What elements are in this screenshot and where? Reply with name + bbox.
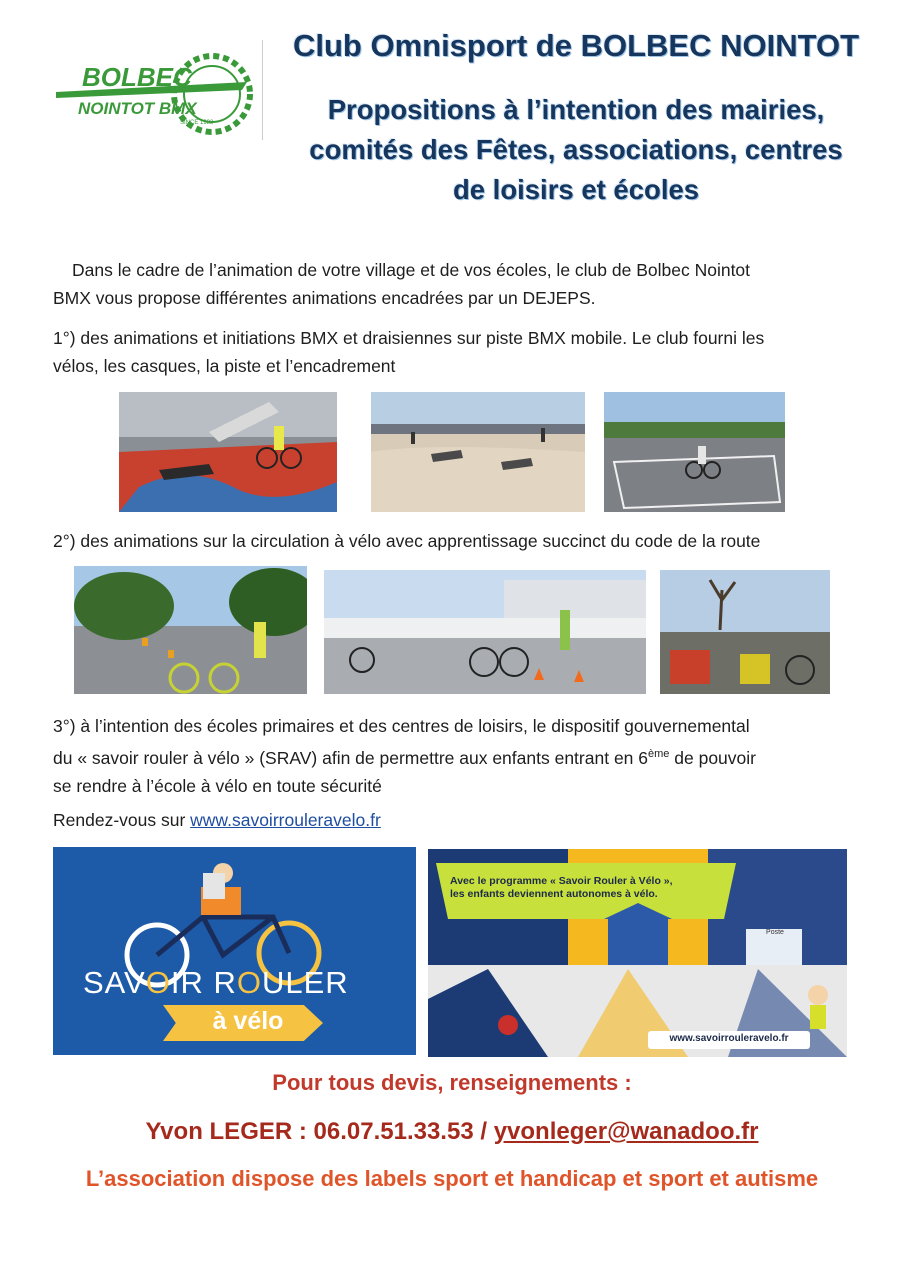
header-divider: [262, 40, 263, 140]
post-office-sign: Poste: [766, 929, 784, 936]
programme-url: www.savoirrouleravelo.fr: [669, 1033, 789, 1044]
photo-road-safety-course: [324, 570, 646, 694]
svg-text:NOINTOT BMX: NOINTOT BMX: [78, 99, 197, 118]
section-3-text: [53, 712, 853, 800]
banner-word: ULER: [261, 965, 349, 1000]
intro-line: Dans le cadre de l’animation de votre village et de vos écoles, le club de Bolbec Nointot: [72, 260, 751, 280]
section-2-text: 2°) des animations sur la circulation à vélo avec apprentissage succinct du code de la route: [53, 531, 761, 551]
programme-banner: [428, 849, 847, 1057]
photo-bikes-parked: [660, 570, 830, 694]
contact-email-link[interactable]: yvonleger@wanadoo.fr: [493, 1118, 759, 1145]
club-logo: [52, 52, 257, 136]
svg-text:SINCE 1982: SINCE 1982: [180, 120, 214, 126]
intro-paragraph: [53, 256, 853, 312]
contact-heading: Pour tous devis, renseignements :: [272, 1070, 632, 1095]
section-1-line: vélos, les casques, la piste et l’encadrement: [53, 356, 396, 376]
superscript: ème: [648, 748, 670, 760]
intro-line: BMX vous propose différentes animations encadrées par un DEJEPS.: [53, 288, 596, 308]
savoir-rouler-banner: SAVOIR ROULER à vélo: [53, 847, 416, 1055]
town-illustration: [428, 849, 847, 1057]
photo-outdoor-mobile-track: [371, 392, 585, 512]
bubble-line: les enfants deviennent autonomes à vélo.: [450, 888, 658, 900]
page-title: Club Omnisport de BOLBEC NOINTOT: [292, 28, 860, 63]
subtitle-line: Propositions à l’intention des mairies,: [327, 94, 825, 125]
section-3-line: [53, 740, 853, 772]
photo-cone-slalom: [74, 566, 307, 694]
a-velo-text: à vélo: [212, 1007, 284, 1035]
savoir-rouler-link[interactable]: www.savoirrouleravelo.fr: [190, 810, 381, 830]
contact-details: [0, 1118, 904, 1146]
section-3-line: 3°) à l’intention des écoles primaires et des centres de loisirs, le dispositif gouvernemental: [53, 716, 750, 736]
section-3-text-b: de pouvoir: [669, 747, 756, 768]
rendezvous-line: [53, 806, 853, 834]
banner-word: IR R: [170, 965, 237, 1000]
subtitle-line: comités des Fêtes, associations, centres: [309, 134, 843, 165]
page-subtitle: [266, 90, 886, 210]
svg-text:BOLBEC: BOLBEC: [82, 62, 192, 92]
bubble-line: Avec le programme « Savoir Rouler à Vélo »,: [450, 875, 673, 887]
labels-statement: L’association dispose des labels sport et handicap et sport et autisme: [85, 1166, 819, 1191]
section-3-text-a: du « savoir rouler à vélo » (SRAV) afin de permettre aux enfants entrant en 6: [53, 747, 648, 768]
contact-name-phone: Yvon LEGER : 06.07.51.33.53 /: [145, 1118, 494, 1145]
section-1-text: [53, 324, 853, 380]
section-1-line: 1°) des animations et initiations BMX et draisiennes sur piste BMX mobile. Le club fourni les: [53, 328, 765, 348]
rendezvous-text: Rendez-vous sur: [53, 810, 191, 830]
banner-word: SAV: [83, 965, 146, 1000]
photo-indoor-bmx-track: [119, 392, 337, 512]
photo-parking-track: [604, 392, 785, 512]
section-3-line: se rendre à l’école à vélo en toute sécurité: [53, 775, 382, 796]
subtitle-line: de loisirs et écoles: [452, 174, 700, 205]
